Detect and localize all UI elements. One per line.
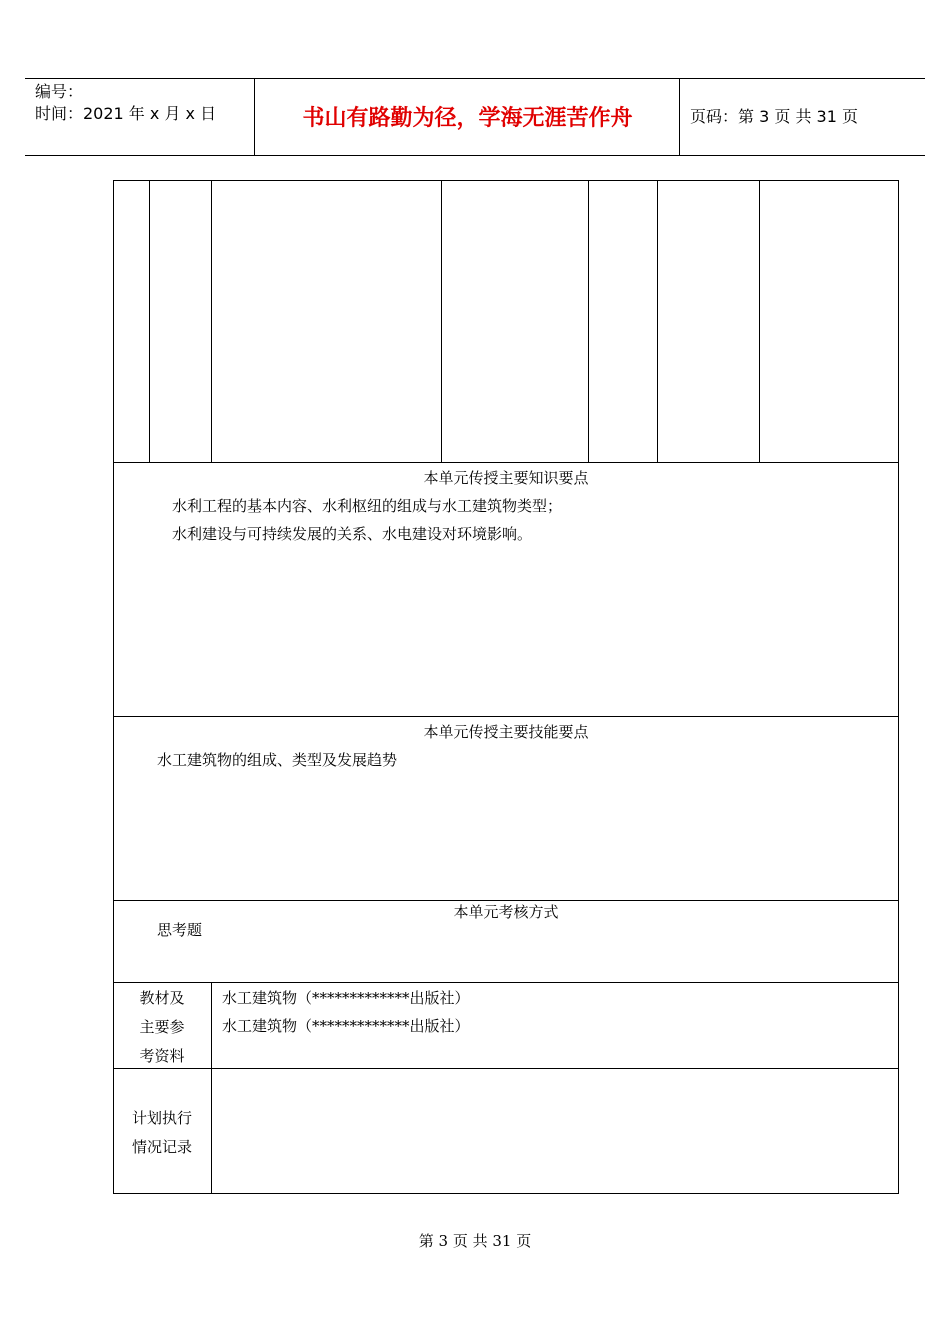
row-separator — [113, 462, 899, 463]
row-separator — [113, 1068, 899, 1069]
header-top-rule — [25, 78, 925, 79]
references-label-line: 教材及 — [139, 989, 185, 1007]
reference-item: 水工建筑物（*************出版社） — [222, 1017, 470, 1035]
top-row-divider — [588, 180, 589, 462]
label-column-divider — [211, 982, 212, 1194]
plan-table — [113, 180, 899, 1194]
references-label — [113, 984, 211, 1071]
top-row-divider — [759, 180, 760, 462]
execution-label-line: 计划执行 — [131, 1109, 192, 1127]
skill-point: 水工建筑物的组成、类型及发展趋势 — [157, 751, 398, 769]
knowledge-point: 水利工程的基本内容、水利枢纽的组成与水工建筑物类型； — [172, 497, 563, 515]
execution-record-label — [113, 1104, 211, 1162]
document-time: 时间：2021 年 x 月 x 日 — [35, 104, 217, 123]
top-row-divider — [657, 180, 658, 462]
assessment-content: 思考题 — [157, 921, 203, 939]
top-row-divider — [149, 180, 150, 462]
header-page-info: 页码：第 3 页 共 31 页 — [690, 107, 858, 126]
reference-item: 水工建筑物（*************出版社） — [222, 989, 470, 1007]
references-label-line: 主要参 — [139, 1018, 185, 1036]
row-separator — [113, 982, 899, 983]
document-number-label: 编号： — [35, 82, 84, 101]
top-row-divider — [441, 180, 442, 462]
top-row-divider — [211, 180, 212, 462]
references-label-line: 考资料 — [139, 1047, 185, 1065]
knowledge-point: 水利建设与可持续发展的关系、水电建设对环境影响。 — [172, 525, 533, 543]
skills-section-title: 本单元传授主要技能要点 — [423, 723, 589, 741]
row-separator — [113, 716, 899, 717]
assessment-section-title: 本单元考核方式 — [453, 903, 559, 921]
header-motto: 书山有路勤为径，学海无涯苦作舟 — [302, 106, 633, 131]
header-bottom-rule — [25, 155, 925, 156]
execution-label-line: 情况记录 — [131, 1138, 192, 1156]
page-footer: 第 3 页 共 31 页 — [418, 1232, 532, 1250]
knowledge-section-title: 本单元传授主要知识要点 — [423, 469, 589, 487]
